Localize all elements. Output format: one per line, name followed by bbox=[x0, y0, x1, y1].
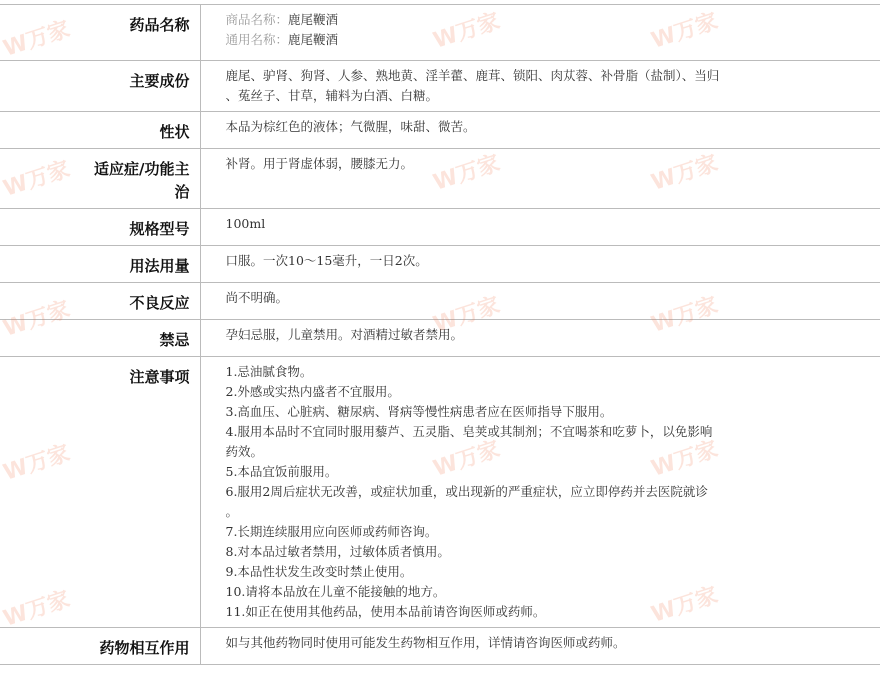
ingredients-line-2: 、菟丝子、甘草，辅料为白酒、白糖。 bbox=[225, 88, 439, 103]
appearance-text: 本品为棕红色的液体；气微腥，味甜、微苦。 bbox=[225, 119, 476, 134]
watermark-logo: W万家 bbox=[0, 440, 74, 486]
label-interactions: 药物相互作用 bbox=[0, 628, 200, 665]
watermark-logo: W万家 bbox=[648, 8, 722, 54]
trade-name-key: 商品名称： bbox=[225, 12, 289, 27]
watermark-logo: W万家 bbox=[430, 8, 504, 54]
watermark-logo: W万家 bbox=[0, 296, 74, 342]
precaution-line: 7.长期连续服用应向医师或药师咨询。 bbox=[225, 524, 438, 539]
value-appearance bbox=[200, 112, 880, 149]
label-contraindications: 禁忌 bbox=[0, 320, 200, 357]
value-precautions bbox=[200, 357, 880, 628]
row-interactions bbox=[0, 628, 880, 665]
dosage-text: 口服。一次10～15毫升，一日2次。 bbox=[225, 253, 428, 268]
contraindications-text: 孕妇忌服，儿童禁用。对酒精过敏者禁用。 bbox=[225, 327, 464, 342]
label-ingredients: 主要成份 bbox=[0, 61, 200, 112]
generic-name-key: 通用名称： bbox=[225, 32, 289, 47]
label-precautions: 注意事项 bbox=[0, 357, 200, 628]
precaution-line: 10.请将本品放在儿童不能接触的地方。 bbox=[225, 584, 446, 599]
row-spec bbox=[0, 209, 880, 246]
label-appearance: 性状 bbox=[0, 112, 200, 149]
precaution-line: 3.高血压、心脏病、糖尿病、肾病等慢性病患者应在医师指导下服用。 bbox=[225, 404, 613, 419]
precaution-line: 8.对本品过敏者禁用，过敏体质者慎用。 bbox=[225, 544, 450, 559]
row-adverse bbox=[0, 283, 880, 320]
value-spec bbox=[200, 209, 880, 246]
value-drug-name bbox=[200, 5, 880, 61]
row-precautions bbox=[0, 357, 880, 628]
precaution-line: 6.服用2周后症状无改善，或症状加重，或出现新的严重症状，应立即停药并去医院就诊 bbox=[225, 484, 708, 499]
watermark-logo: W万家 bbox=[430, 436, 504, 482]
row-indications bbox=[0, 149, 880, 209]
precaution-line: 9.本品性状发生改变时禁止使用。 bbox=[225, 564, 413, 579]
ingredients-line-1: 鹿尾、驴肾、狗肾、人参、熟地黄、淫羊藿、鹿茸、锁阳、肉苁蓉、补骨脂（盐制）、当归 bbox=[225, 68, 720, 83]
watermark-logo: W万家 bbox=[0, 16, 74, 62]
value-ingredients bbox=[200, 61, 880, 112]
label-spec: 规格型号 bbox=[0, 209, 200, 246]
precaution-line: 药效。 bbox=[225, 444, 264, 459]
row-contraindications bbox=[0, 320, 880, 357]
value-dosage bbox=[200, 246, 880, 283]
label-dosage: 用法用量 bbox=[0, 246, 200, 283]
precaution-line: 11.如正在使用其他药品，使用本品前请咨询医师或药师。 bbox=[225, 604, 546, 619]
precaution-line: 1.忌油腻食物。 bbox=[225, 364, 313, 379]
indications-text: 补肾。用于肾虚体弱，腰膝无力。 bbox=[225, 156, 414, 171]
precaution-line: 2.外感或实热内盛者不宜服用。 bbox=[225, 384, 400, 399]
trade-name-line bbox=[226, 10, 869, 30]
watermark-logo: W万家 bbox=[648, 292, 722, 338]
watermark-logo: W万家 bbox=[430, 292, 504, 338]
trade-name-value: 鹿尾鞭酒 bbox=[288, 12, 339, 27]
value-interactions bbox=[200, 628, 880, 665]
row-appearance bbox=[0, 112, 880, 149]
value-adverse bbox=[200, 283, 880, 320]
indications-label-line-1: 适应症/功能主 bbox=[94, 160, 190, 178]
watermark-logo: W万家 bbox=[648, 582, 722, 628]
label-indications bbox=[0, 149, 200, 209]
row-drug-name bbox=[0, 5, 880, 61]
drug-info-table bbox=[0, 4, 880, 665]
spec-text: 100ml bbox=[225, 216, 266, 231]
generic-name-line bbox=[226, 30, 869, 50]
precaution-line: 。 bbox=[225, 504, 239, 519]
watermark-logo: W万家 bbox=[430, 150, 504, 196]
watermark-logo: W万家 bbox=[0, 156, 74, 202]
adverse-text: 尚不明确。 bbox=[225, 290, 289, 305]
generic-name-value: 鹿尾鞭酒 bbox=[288, 32, 339, 47]
value-indications bbox=[200, 149, 880, 209]
indications-label-line-2: 治 bbox=[174, 183, 190, 201]
row-ingredients bbox=[0, 61, 880, 112]
watermark-logo: W万家 bbox=[648, 150, 722, 196]
precaution-line: 5.本品宜饭前服用。 bbox=[225, 464, 338, 479]
precaution-line: 4.服用本品时不宜同时服用藜芦、五灵脂、皂荚或其制剂；不宜喝茶和吃萝卜，以免影响 bbox=[225, 424, 713, 439]
watermark-logo: W万家 bbox=[648, 436, 722, 482]
label-drug-name: 药品名称 bbox=[0, 5, 200, 61]
value-contraindications bbox=[200, 320, 880, 357]
label-adverse: 不良反应 bbox=[0, 283, 200, 320]
row-dosage bbox=[0, 246, 880, 283]
watermark-logo: W万家 bbox=[0, 586, 74, 632]
interactions-text: 如与其他药物同时使用可能发生药物相互作用，详情请咨询医师或药师。 bbox=[225, 635, 626, 650]
